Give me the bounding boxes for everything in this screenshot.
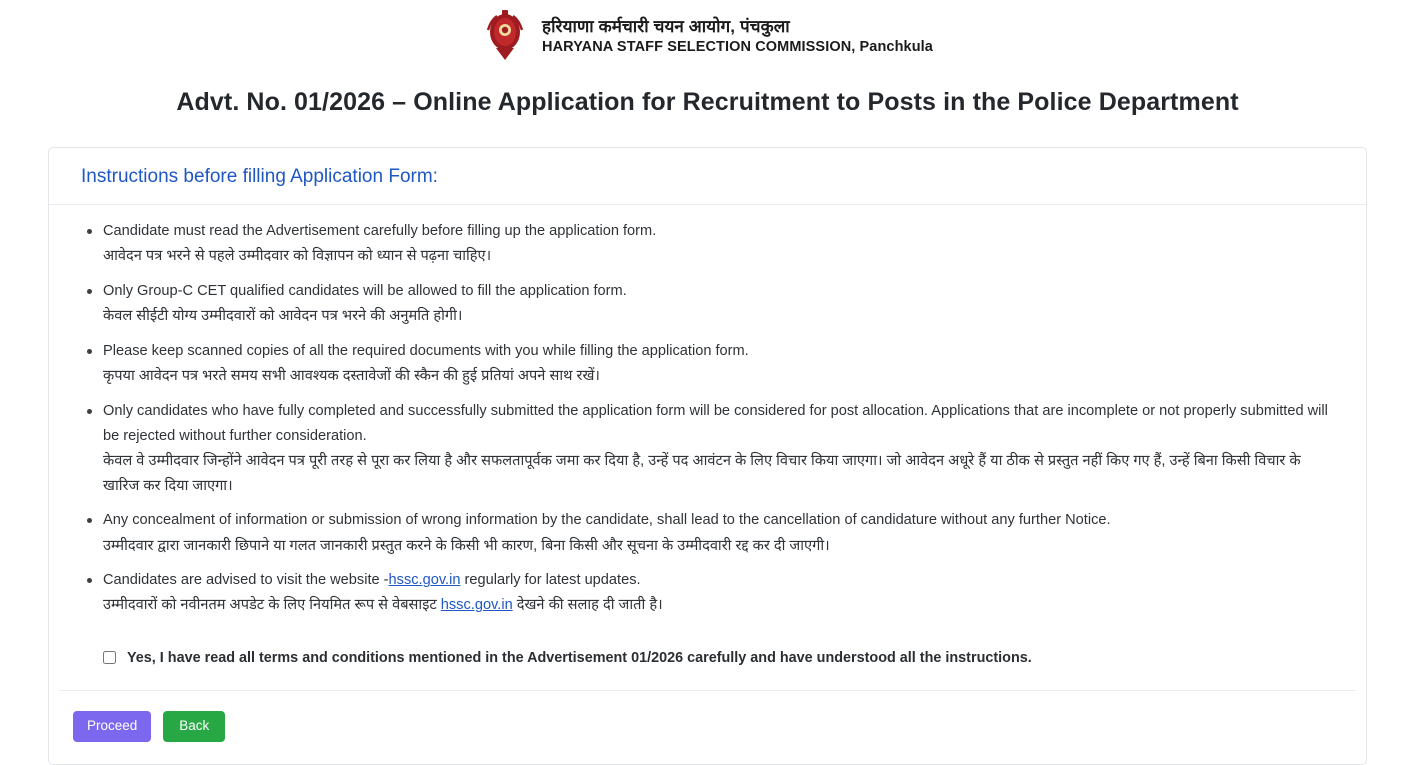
action-button-row	[49, 691, 1366, 764]
org-name-english-bold: HARYANA STAFF SELECTION COMMISSION,	[542, 38, 856, 55]
instruction-en: Any concealment of information or submission of wrong information by the candidate, shall lead to the cancellation of candidature without any further Notice.	[103, 512, 1111, 529]
org-name-english-city: Panchkula	[855, 38, 933, 55]
instruction-hi: कृपया आवेदन पत्र भरते समय सभी आवश्यक दस्तावेजों की स्कैन की हुई प्रतियां अपने साथ रखें।	[103, 367, 600, 384]
terms-consent-checkbox[interactable]	[103, 651, 116, 664]
terms-consent-label: Yes, I have read all terms and conditions mentioned in the Advertisement 01/2026 carefully and have understood all the instructions.	[127, 650, 1032, 667]
page-title: Advt. No. 01/2026 – Online Application for Recruitment to Posts in the Police Department	[176, 88, 1239, 116]
instructions-card-header	[49, 148, 1366, 205]
proceed-button[interactable]: Proceed	[73, 711, 151, 742]
list-item	[103, 279, 1338, 329]
org-name-english	[542, 38, 933, 56]
instruction-en: Only Group-C CET qualified candidates will be allowed to fill the application form.	[103, 282, 627, 299]
instructions-card-body	[49, 205, 1366, 634]
site-header	[0, 0, 1415, 64]
instruction-en: Only candidates who have fully completed and successfully submitted the application form will be considered for post allocation. Applications that are incomplete or not properly submitted will be rejected without further consideration.	[103, 402, 1328, 444]
list-item-website	[103, 568, 1338, 618]
website-text-hindi	[103, 593, 1338, 618]
website-text-before: Candidates are advised to visit the website -	[103, 572, 389, 589]
instruction-en: Candidate must read the Advertisement carefully before filling up the application form.	[103, 223, 657, 239]
website-hindi-before: उम्मीदवारों को नवीनतम अपडेट के लिए नियमित रूप से वेबसाइट	[103, 597, 441, 614]
instruction-hi: केवल सीईटी योग्य उम्मीदवारों को आवेदन पत्र भरने की अनुमति होगी।	[103, 307, 463, 324]
hssc-website-link[interactable]: hssc.gov.in	[388, 572, 461, 589]
website-text-after: regularly for latest updates.	[460, 572, 641, 589]
instruction-hi: केवल वे उम्मीदवार जिन्होंने आवेदन पत्र पूरी तरह से पूरा कर लिया है और सफलतापूर्वक जमा कर दिया है, उन्हें पद आवंटन के लिए विचार किया जाएगा। जो आवेदन अधूरे हैं या ठीक से प्रस्तुत नहीं किए गए हैं, उन्हें बिना किसी विचार के खारिज कर दिया जाएगा।	[103, 452, 1301, 494]
instruction-en: Please keep scanned copies of all the required documents with you while filling the application form.	[103, 342, 749, 359]
instruction-hi: आवेदन पत्र भरने से पहले उम्मीदवार को विज्ञापन को ध्यान से पढ़ना चाहिए।	[103, 248, 492, 265]
list-item	[103, 219, 1338, 269]
instructions-card	[48, 147, 1367, 765]
org-name-hindi: हरियाणा कर्मचारी चयन आयोग, पंचकुला	[542, 17, 790, 37]
list-item	[103, 339, 1338, 389]
instruction-hi: उम्मीदवार द्वारा जानकारी छिपाने या गलत जानकारी प्रस्तुत करने के किसी भी कारण, बिना किसी और सूचना के उम्मीदवारी रद्द कर दी जाएगी।	[103, 537, 830, 554]
organisation-name	[542, 16, 933, 55]
hssc-website-link-hindi[interactable]: hssc.gov.in	[440, 597, 513, 614]
instructions-heading: Instructions before filling Application Form:	[81, 166, 438, 187]
list-item	[103, 508, 1338, 558]
list-item	[103, 399, 1338, 499]
website-hindi-after: देखने की सलाह दी जाती है।	[512, 597, 663, 614]
haryana-state-emblem-icon	[482, 8, 528, 64]
instructions-list	[59, 219, 1356, 618]
back-button[interactable]: Back	[163, 711, 225, 742]
consent-row[interactable]	[59, 634, 1356, 691]
